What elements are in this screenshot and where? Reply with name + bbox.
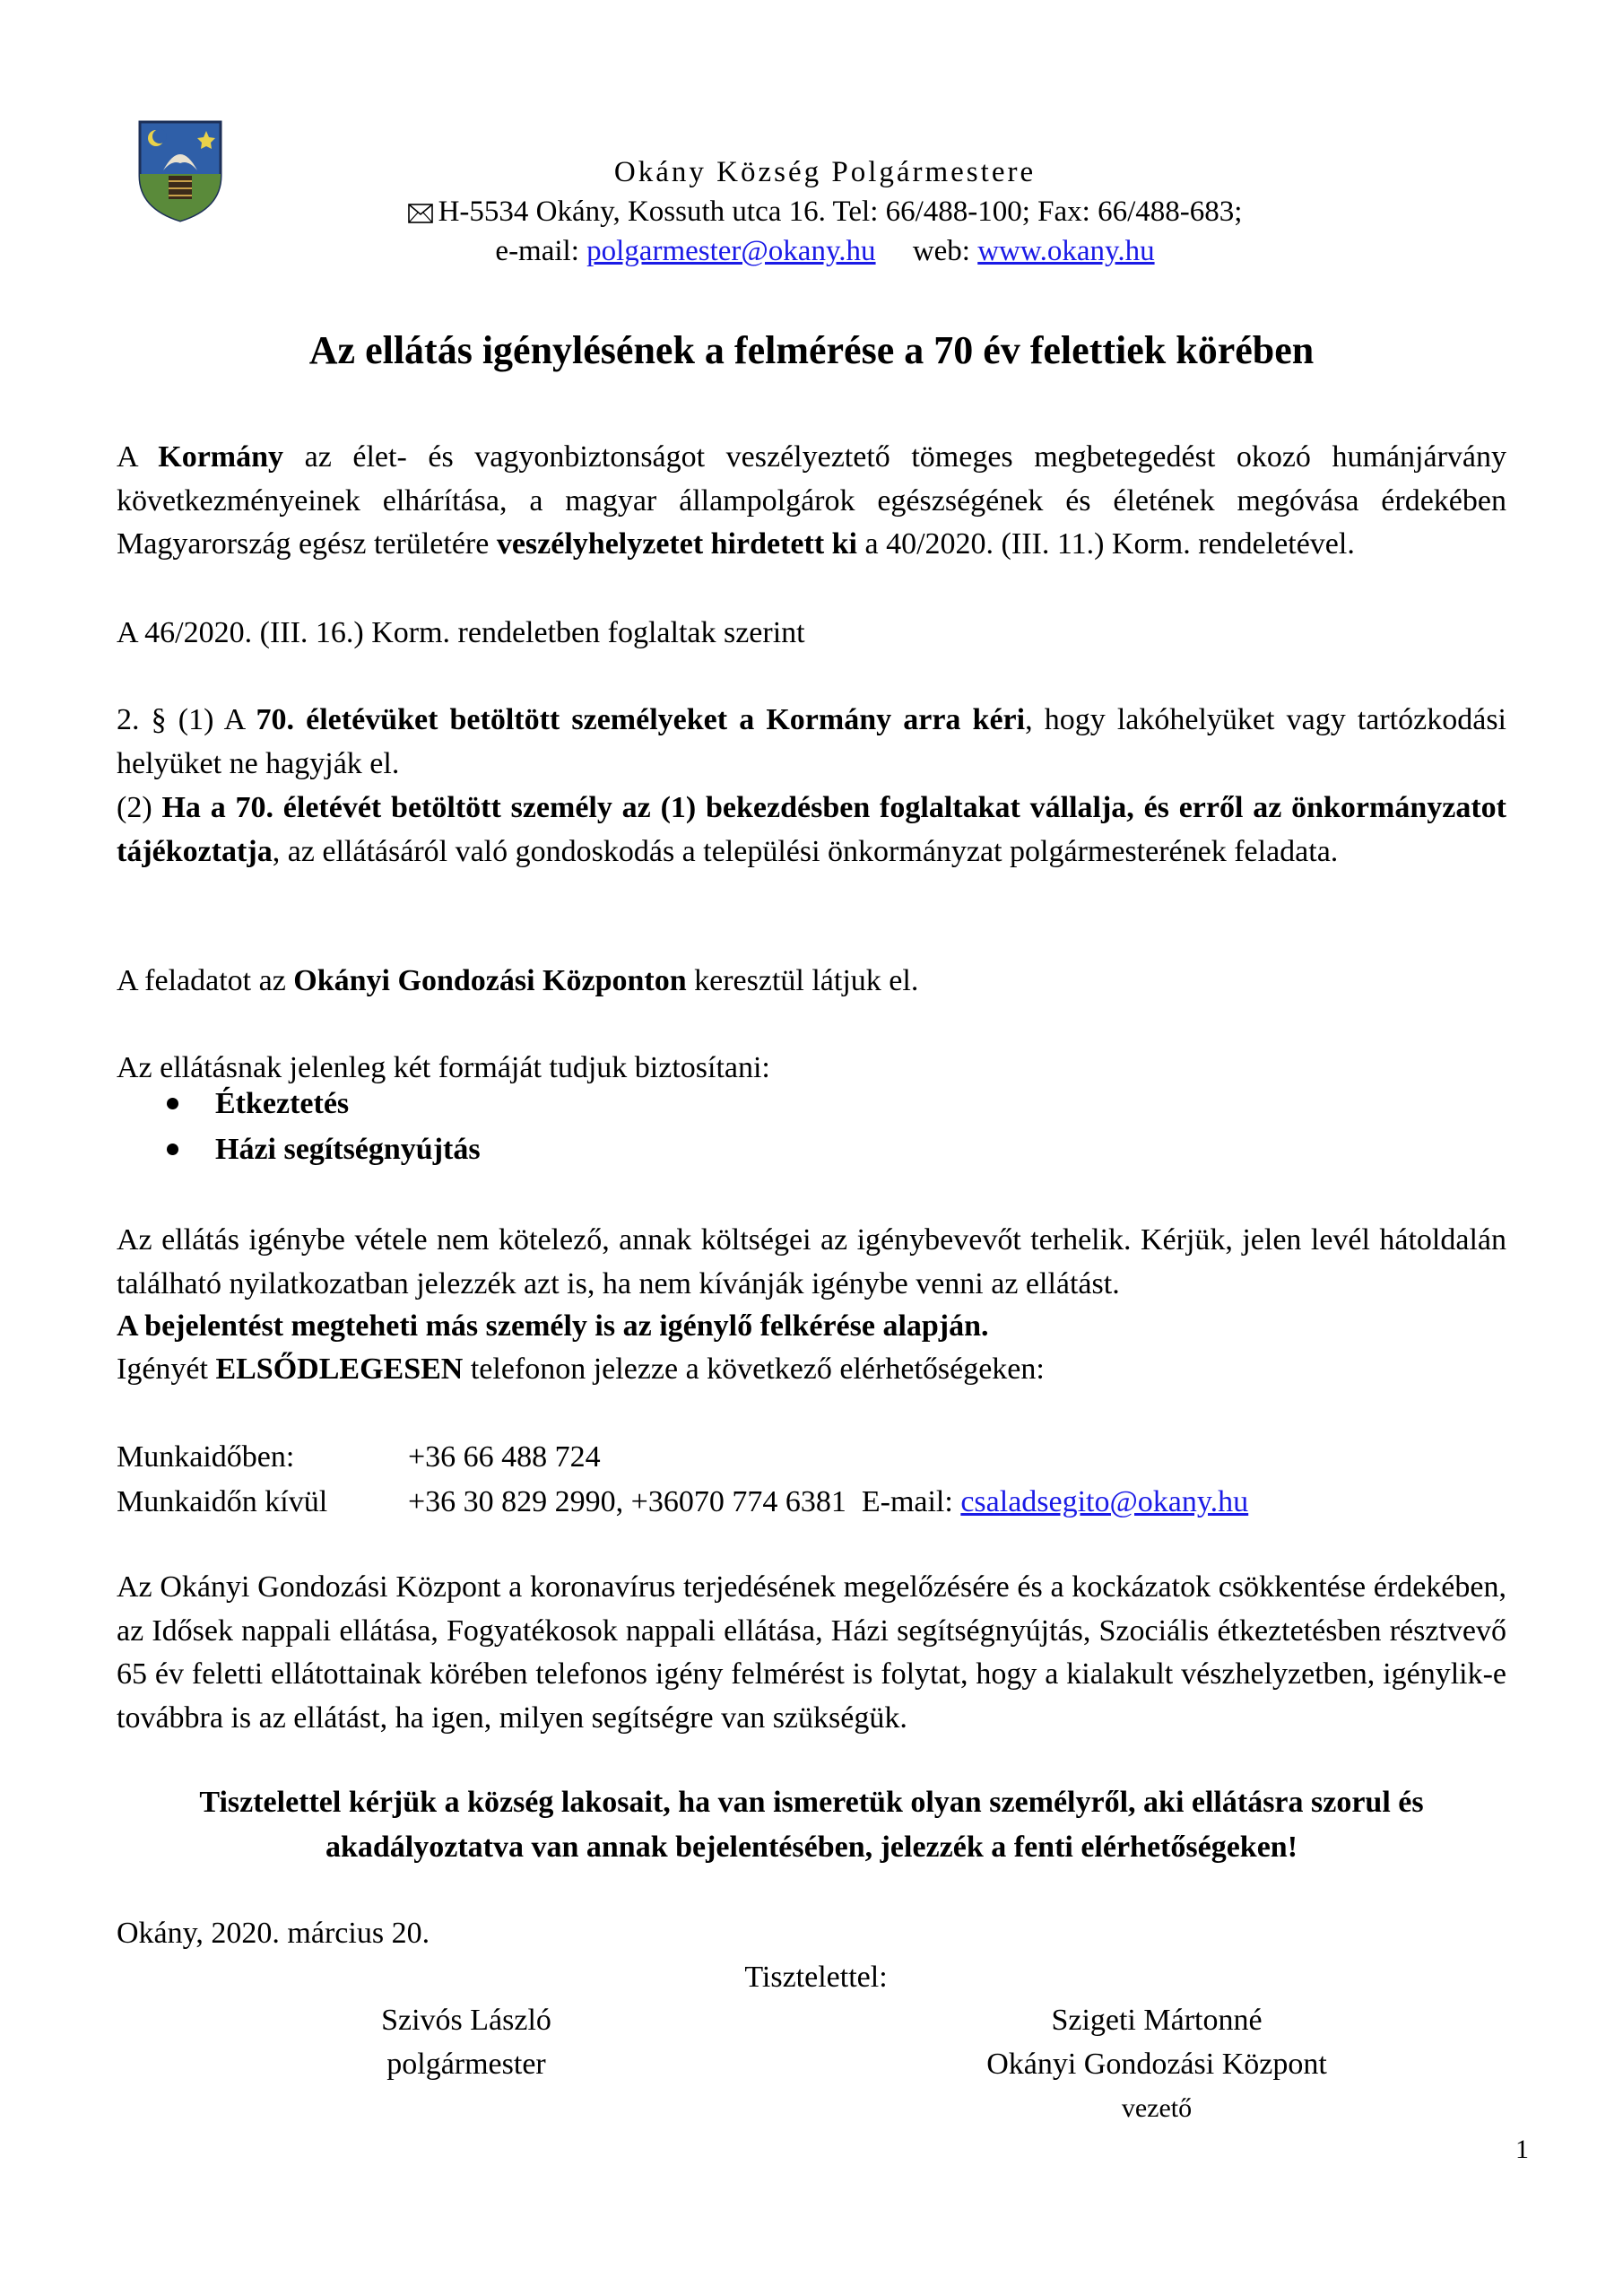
web-label: web: bbox=[912, 235, 970, 267]
paragraph-section-2: (2) Ha a 70. életévét betöltött személy az (1) bekezdésben foglaltakat vállalja, és erről az önkormányzatot tájékoztatja, az ellátásáról való gondoskodás a települési önkormányzat polgármesterének feladata. bbox=[117, 791, 1506, 868]
paragraph-decree: A 46/2020. (III. 16.) Korm. rendeletben foglaltak szerint bbox=[117, 616, 805, 649]
letterhead bbox=[341, 152, 1309, 271]
paragraph-proxy: A bejelentést megteheti más személy is az igénylő felkérése alapján. bbox=[117, 1309, 989, 1343]
paragraph-intro: A Kormány az élet- és vagyonbiztonságot veszélyeztető tömeges megbetegedést okozó humánjárvány következményeinek elhárítása, a magyar állampolgárok egészségének és életének megóvása érdekében Magyarország egész területére veszélyhelyzetet hirdetett ki a 40/2020. (III. 11.) Korm. rendeletével. bbox=[117, 440, 1506, 561]
page-number: 1 bbox=[1515, 2135, 1529, 2164]
contact-email-link[interactable]: csaladsegito@okany.hu bbox=[960, 1485, 1249, 1518]
letterhead-address bbox=[341, 192, 1309, 231]
place-date: Okány, 2020. március 20. bbox=[117, 1917, 430, 1950]
contact-row-after-hours bbox=[117, 1480, 1248, 1525]
envelope-icon bbox=[408, 204, 433, 223]
work-hours-label: Munkaidőben: bbox=[117, 1440, 295, 1474]
paragraph-services-intro: Az ellátásnak jelenleg két formáját tudjuk biztosítani: bbox=[117, 1051, 770, 1084]
web-link[interactable]: www.okany.hu bbox=[977, 235, 1155, 267]
after-hours-label: Munkaidőn kívül bbox=[117, 1485, 328, 1518]
email-label: e-mail: bbox=[495, 235, 579, 267]
contact-row-work-hours bbox=[117, 1435, 1248, 1480]
paragraph-section-1: 2. § (1) A 70. életévüket betöltött személyeket a Kormány arra kéri, hogy lakóhelyüket vagy tartózkodási helyüket ne hagyják el. bbox=[117, 703, 1506, 780]
appeal-text: Tisztelettel kérjük a község lakosait, ha van ismeretük olyan személyről, aki ellátásra szorul és akadályoztatva van annak bejelentésében, jelezzék a fenti elérhetőségeken! bbox=[199, 1786, 1424, 1864]
paragraph-care-center: A feladatot az Okányi Gondozási Központon keresztül látjuk el. bbox=[117, 964, 919, 997]
services-list bbox=[161, 1081, 481, 1172]
signature-mayor bbox=[305, 1998, 628, 2086]
bullet-icon bbox=[167, 1098, 178, 1109]
paragraph-contact-intro: Igényét ELSŐDLEGESEN telefonon jelezze a következő elérhetőségeken: bbox=[117, 1352, 1045, 1386]
paragraph-costs: Az ellátás igénybe vétele nem kötelező, annak költségei az igénybevevőt terhelik. Kérjük, jelen levél hátoldalán található nyilatkozatban jelezzék azt is, ha nem kívánják igénybe venni az ellátást. bbox=[117, 1223, 1506, 1300]
bullet-icon bbox=[167, 1144, 178, 1155]
document-title: Az ellátás igénylésének a felmérése a 70 év felettiek körében bbox=[308, 328, 1315, 372]
address-text: H-5534 Okány, Kossuth utca 16. Tel: 66/488-100; Fax: 66/488-683; bbox=[438, 196, 1243, 228]
letterhead-contact bbox=[341, 231, 1309, 271]
signer-role: Okányi Gondozási Központ bbox=[986, 2048, 1327, 2081]
signer-role: polgármester bbox=[386, 2048, 546, 2081]
signature-director bbox=[924, 1998, 1390, 2130]
closing-greeting: Tisztelettel: bbox=[744, 1961, 888, 1994]
signer-name: Szivós László bbox=[381, 2004, 551, 2037]
after-hours-phones: +36 30 829 2990, +36070 774 6381 bbox=[408, 1485, 846, 1518]
letterhead-org: Okány Község Polgármestere bbox=[613, 156, 1037, 188]
contact-block bbox=[117, 1435, 1248, 1525]
list-item: Étkeztetés bbox=[161, 1081, 481, 1126]
paragraph-phone-survey: Az Okányi Gondozási Központ a koronavírus terjedésének megelőzésére és a kockázatok csökkentése érdekében, az Idősek nappali ellátása, Fogyatékosok nappali ellátása, Házi segítségnyújtás, Szociális étkeztetésben résztvevő 65 év feletti ellátottainak körében telefonos igény felmérést is folytat, hogy a kialakult vészhelyzetben, igénylik-e továbbra is az ellátást, ha igen, milyen segítségre van szükségük. bbox=[117, 1570, 1506, 1735]
signer-name: Szigeti Mártonné bbox=[1051, 2004, 1263, 2037]
work-hours-phone: +36 66 488 724 bbox=[408, 1440, 601, 1474]
signer-title: vezető bbox=[1121, 2093, 1193, 2123]
list-item: Házi segítségnyújtás bbox=[161, 1126, 481, 1172]
coat-of-arms-icon bbox=[136, 118, 224, 224]
contact-email-label: E-mail: bbox=[861, 1485, 953, 1518]
email-link[interactable]: polgarmester@okany.hu bbox=[586, 235, 876, 267]
